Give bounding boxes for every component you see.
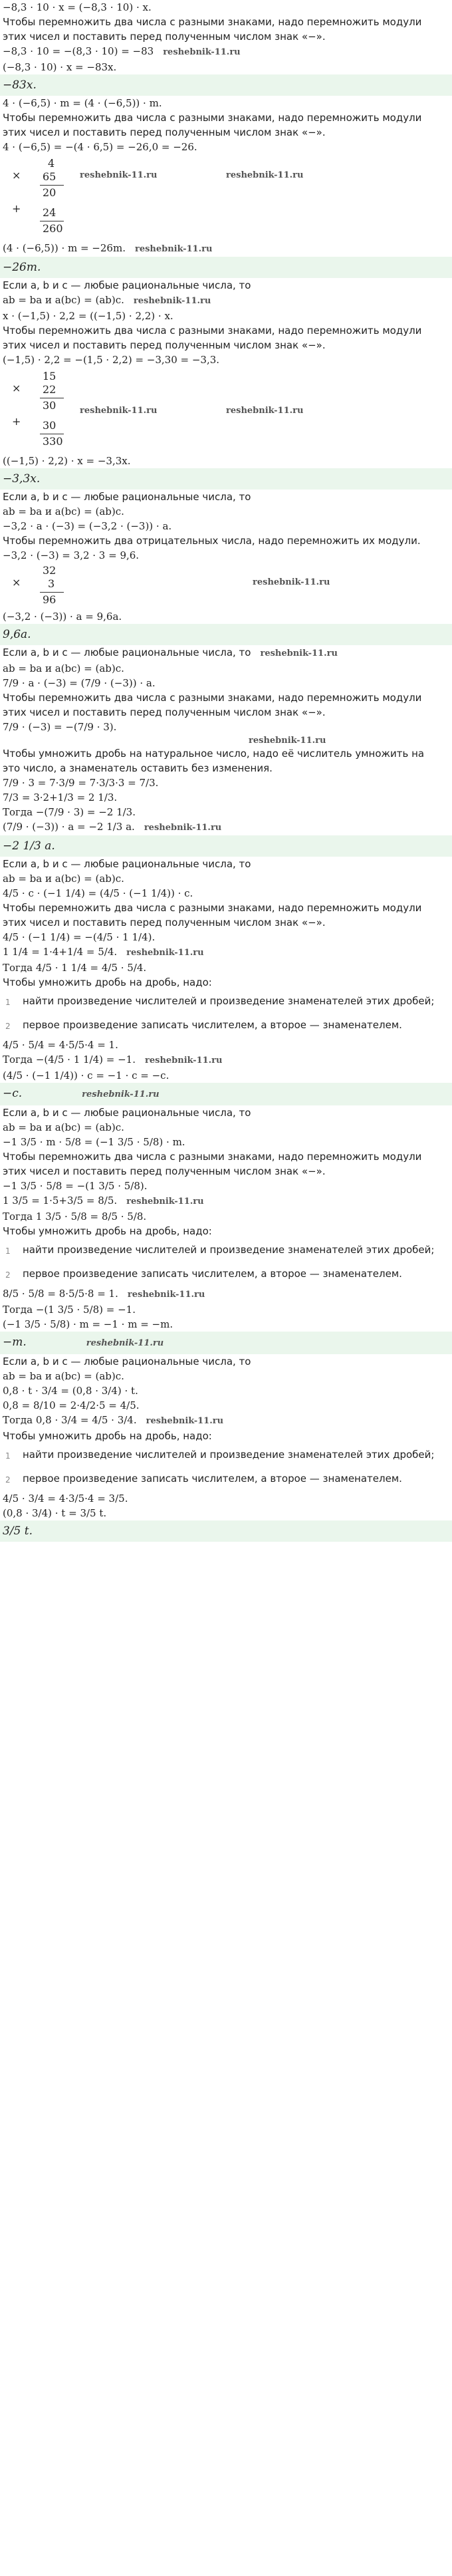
expression: 4 · (−6,5) · m = (4 · (−6,5)) · m. — [3, 97, 162, 109]
times-sign: × — [12, 169, 21, 182]
watermark: reshebnik-11.ru — [163, 47, 241, 57]
formula: ab = ba и a(bc) = (ab)c. reshebnik-11.ru — [3, 294, 211, 306]
expression: Тогда −(7/9 · 3) = −2 1/3. — [3, 806, 136, 818]
calc-digit: 3 — [48, 577, 55, 590]
expression: Тогда −(1 3/5 · 5/8) = −1. — [3, 1304, 136, 1316]
calc-digit: 260 — [43, 222, 63, 235]
expression: (−1 3/5 · 5/8) · m = −1 · m = −m. — [3, 1318, 173, 1330]
watermark: reshebnik-11.ru — [86, 1338, 164, 1348]
expression: 0,8 · t · 3/4 = (0,8 · 3/4) · t. — [3, 1385, 138, 1397]
rule-text: Чтобы умножить дробь на дробь, надо: — [3, 1225, 212, 1237]
expression: (4 · (−6,5)) · m = −26m. reshebnik-11.ru — [3, 242, 213, 254]
expression: 0,8 = 8/10 = 2·4/2·5 = 4/5. — [3, 1399, 140, 1411]
rule-text: Если a, b и c — любые рациональные числа, то — [3, 491, 251, 503]
watermark-row — [0, 734, 452, 746]
expression: −8,3 · 10 = −(8,3 · 10) = −83 reshebnik-11.ru — [3, 45, 241, 57]
watermark: reshebnik-11.ru — [126, 1197, 204, 1207]
list-item: 2 первое произведение записать числителем, а второе — знаменателем. — [5, 1473, 402, 1485]
expression: −3,2 · (−3) = 3,2 · 3 = 9,6. — [3, 549, 140, 561]
expression: (−3,2 · (−3)) · a = 9,6a. — [3, 611, 122, 623]
rule-text: этих чисел и поставить перед полученным числом знак «−». — [3, 339, 326, 351]
expression: (4/5 · (−1 1/4)) · c = −1 · c = −c. — [3, 1070, 170, 1081]
rule-text: Чтобы перемножить два числа с разными знаками, надо перемножить модули — [3, 325, 422, 337]
calc-digit: 30 — [43, 419, 56, 432]
expression: Тогда 4/5 · 1 1/4 = 4/5 · 5/4. — [3, 962, 147, 974]
rule-text: Если a, b и c — любые рациональные числа, то — [3, 858, 251, 870]
expression: −1 3/5 · m · 5/8 = (−1 3/5 · 5/8) · m. — [3, 1136, 185, 1148]
watermark: reshebnik-11.ru — [126, 948, 204, 958]
watermark: reshebnik-11.ru — [249, 736, 326, 746]
expression: 4/5 · (−1 1/4) = −(4/5 · 1 1/4). — [3, 931, 156, 943]
expression: 4/5 · c · (−1 1/4) = (4/5 · (−1 1/4)) · c. — [3, 887, 193, 899]
expression: 1 3/5 = 1·5+3/5 = 8/5. reshebnik-11.ru — [3, 1195, 204, 1207]
list-item: 2 первое произведение записать числителем, а второе — знаменателем. — [5, 1019, 402, 1031]
watermark: reshebnik-11.ru — [260, 648, 338, 658]
expression: (−8,3 · 10) · x = −83x. — [3, 61, 117, 73]
rule-text: Если a, b и c — любые рациональные числа, то reshebnik-11.ru — [3, 646, 338, 658]
expression: 7/9 · a · (−3) = (7/9 · (−3)) · a. — [3, 677, 156, 689]
rule-text: Чтобы перемножить два отрицательных числа, надо перемножить их модули. — [3, 535, 421, 547]
watermark: reshebnik-11.ru — [82, 1089, 160, 1099]
watermark: reshebnik-11.ru — [127, 1290, 205, 1300]
calc-digit: 20 — [43, 186, 56, 199]
rule-text: Чтобы умножить дробь на дробь, надо: — [3, 1430, 212, 1442]
formula: ab = ba и a(bc) = (ab)c. — [3, 1121, 124, 1133]
plus-sign: + — [12, 415, 21, 428]
calc-digit: 330 — [43, 435, 63, 448]
calc-digit: 22 — [43, 383, 56, 396]
column-multiplication — [0, 563, 452, 609]
calc-digit: 24 — [43, 206, 56, 219]
expression: (−1,5) · 2,2 = −(1,5 · 2,2) = −3,30 = −3,3. — [3, 354, 220, 366]
times-sign: × — [12, 382, 21, 394]
expression: Тогда −(4/5 · 1 1/4) = −1. reshebnik-11.ru — [3, 1054, 223, 1066]
calc-digit: 96 — [43, 593, 56, 606]
watermark: reshebnik-11.ru — [226, 170, 304, 180]
rule-text: этих чисел и поставить перед полученным числом знак «−». — [3, 917, 326, 929]
rule-text: Чтобы перемножить два числа с разными знаками, надо перемножить модули — [3, 1151, 422, 1163]
expression: ((−1,5) · 2,2) · x = −3,3x. — [3, 455, 131, 467]
calc-digit: 15 — [43, 370, 56, 382]
answer-box: −26m. — [0, 257, 452, 278]
rule-text: этих чисел и поставить перед полученным числом знак «−». — [3, 1165, 326, 1177]
rule-text: это число, а знаменатель оставить без изменения. — [3, 762, 273, 774]
answer-box: −83x. — [0, 74, 452, 96]
expression: 4 · (−6,5) = −(4 · 6,5) = −26,0 = −26. — [3, 141, 197, 153]
expression: −1 3/5 · 5/8 = −(1 3/5 · 5/8). — [3, 1180, 148, 1192]
calc-digit: 32 — [43, 564, 56, 577]
rule-text: Чтобы умножить дробь на дробь, надо: — [3, 976, 212, 988]
times-sign: × — [12, 576, 21, 589]
calc-digit: 30 — [43, 399, 56, 412]
formula: ab = ba и a(bc) = (ab)c. — [3, 873, 124, 885]
expression: 4/5 · 3/4 = 4·3/5·4 = 3/5. — [3, 1493, 128, 1504]
answer-box: 9,6a. — [0, 624, 452, 645]
watermark: reshebnik-11.ru — [133, 296, 211, 306]
rule-text: Чтобы перемножить два числа с разными знаками, надо перемножить модули — [3, 902, 422, 914]
rule-text: этих чисел и поставить перед полученным числом знак «−». — [3, 706, 326, 718]
rule-text: Чтобы перемножить два числа с разными знаками, надо перемножить модули — [3, 112, 422, 124]
rule-text: Чтобы умножить дробь на натуральное число, надо её числитель умножить на — [3, 748, 425, 760]
list-item: 1 найти произведение числителей и произведение знаменателей этих дробей; — [5, 1449, 435, 1461]
expression: (7/9 · (−3)) · a = −2 1/3 a. reshebnik-11.ru — [3, 821, 222, 833]
formula: ab = ba и a(bc) = (ab)c. — [3, 1370, 124, 1382]
rule-text: Чтобы перемножить два числа с разными знаками, надо перемножить модули — [3, 692, 422, 704]
watermark: reshebnik-11.ru — [134, 244, 213, 254]
answer-box: −m. reshebnik-11.ru — [0, 1332, 452, 1354]
formula: ab = ba и a(bc) = (ab)c. — [3, 662, 124, 674]
expression: 7/9 · (−3) = −(7/9 · 3). — [3, 721, 117, 733]
calc-digit: 4 — [48, 157, 55, 170]
expression: −8,3 · 10 · x = (−8,3 · 10) · x. — [3, 1, 152, 13]
expression: 7/9 · 3 = 7·3/9 = 7·3/3·3 = 7/3. — [3, 777, 159, 789]
expression: (0,8 · 3/4) · t = 3/5 t. — [3, 1507, 107, 1519]
expression: 4/5 · 5/4 = 4·5/5·4 = 1. — [3, 1039, 118, 1051]
expression: 7/3 = 3·2+1/3 = 2 1/3. — [3, 791, 118, 803]
answer-box: 3/5 t. — [0, 1520, 452, 1542]
expression: −3,2 · a · (−3) = (−3,2 · (−3)) · a. — [3, 520, 172, 532]
expression: Тогда 1 3/5 · 5/8 = 8/5 · 5/8. — [3, 1211, 147, 1222]
calc-digit: 65 — [43, 170, 56, 183]
formula: ab = ba и a(bc) = (ab)c. — [3, 505, 124, 517]
watermark: reshebnik-11.ru — [253, 577, 330, 587]
answer-box: −3,3x. — [0, 468, 452, 490]
watermark: reshebnik-11.ru — [146, 1416, 224, 1426]
list-item: 1 найти произведение числителей и произведение знаменателей этих дробей; — [5, 1244, 435, 1256]
plus-sign: + — [12, 202, 21, 215]
rule-text: Если a, b и c — любые рациональные числа, то — [3, 279, 251, 291]
expression: x · (−1,5) · 2,2 = ((−1,5) · 2,2) · x. — [3, 310, 173, 322]
list-item: 1 найти произведение числителей и произведение знаменателей этих дробей; — [5, 995, 435, 1007]
watermark: reshebnik-11.ru — [144, 823, 222, 833]
rule-text: этих чисел и поставить перед полученным числом знак «−». — [3, 31, 326, 43]
watermark: reshebnik-11.ru — [80, 170, 158, 180]
rule-text: этих чисел и поставить перед полученным числом знак «−». — [3, 126, 326, 138]
column-multiplication — [0, 154, 452, 241]
expression: 1 1/4 = 1·4+1/4 = 5/4. reshebnik-11.ru — [3, 946, 204, 958]
rule-text: Если a, b и c — любые рациональные числа, то — [3, 1356, 251, 1367]
expression: 8/5 · 5/8 = 8·5/5·8 = 1. reshebnik-11.ru — [3, 1288, 205, 1300]
watermark: reshebnik-11.ru — [80, 406, 158, 416]
answer-box: −c. reshebnik-11.ru — [0, 1083, 452, 1105]
rule-text: Если a, b и c — любые рациональные числа, то — [3, 1107, 251, 1119]
expression: Тогда 0,8 · 3/4 = 4/5 · 3/4. reshebnik-11.ru — [3, 1414, 224, 1426]
column-multiplication — [0, 367, 452, 454]
watermark: reshebnik-11.ru — [226, 406, 304, 416]
answer-box: −2 1/3 a. — [0, 835, 452, 857]
watermark: reshebnik-11.ru — [145, 1056, 223, 1066]
rule-text: Чтобы перемножить два числа с разными знаками, надо перемножить модули — [3, 16, 422, 28]
list-item: 2 первое произведение записать числителем, а второе — знаменателем. — [5, 1268, 402, 1280]
